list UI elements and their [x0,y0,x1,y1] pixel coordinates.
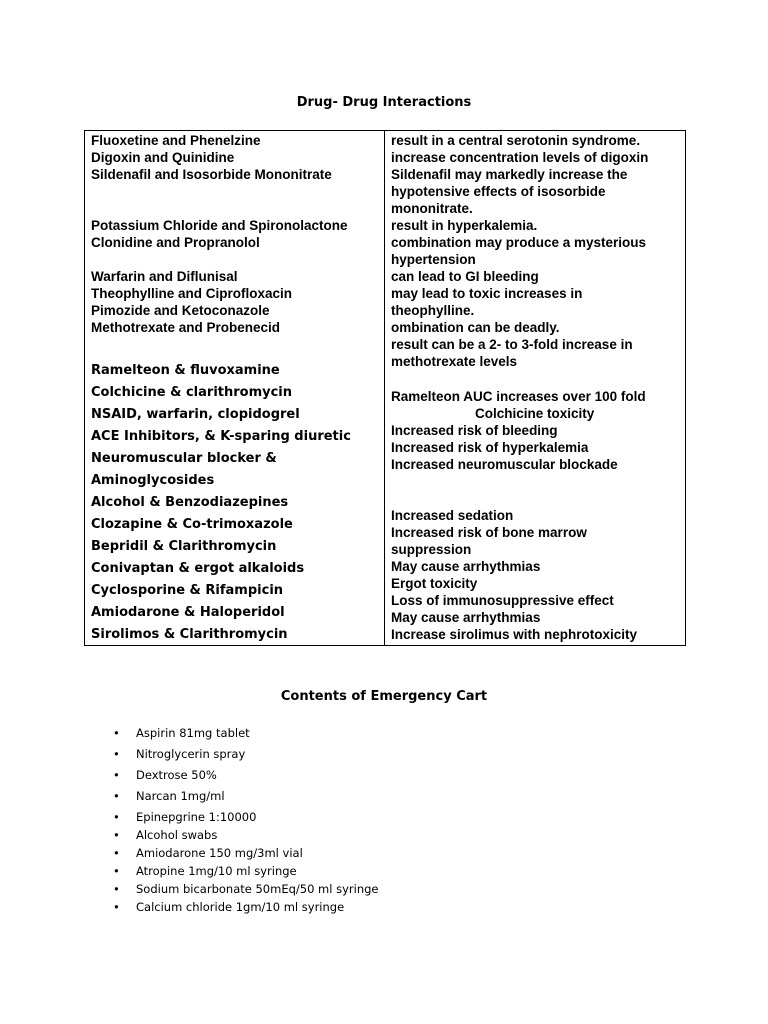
effect: result in a central serotonin syndrome. [391,133,641,148]
drug-pair: Potassium Chloride and Spironolactone [91,218,348,233]
drug-pair: Methotrexate and Probenecid [91,320,281,335]
list-item: • Amiodarone 150 mg/3ml vial [113,844,378,862]
effect: May cause arrhythmias [391,610,541,625]
list-item: • Atropine 1mg/10 ml syringe [113,862,378,880]
effect: result in hyperkalemia. [391,218,538,233]
drug-pair: Clozapine & Co-trimoxazole [91,517,293,532]
effect: may lead to toxic increases in [391,286,583,301]
effect: Ergot toxicity [391,576,478,591]
effect: mononitrate. [391,201,473,216]
drug-pair: Pimozide and Ketoconazole [91,303,270,318]
drug-pair: Sildenafil and Isosorbide Mononitrate [91,167,332,182]
drug-pair: Aminoglycosides [91,473,215,488]
right-group-2 [391,388,646,473]
effect: May cause arrhythmias [391,559,541,574]
interactions-title: Drug- Drug Interactions [296,95,472,110]
list-item: • Alcohol swabs [113,826,378,844]
drug-pair: ACE Inhibitors, & K-sparing diuretic [91,429,351,444]
effect: increase concentration levels of digoxin [391,150,649,165]
effect: hypertension [391,252,476,267]
drug-pair: NSAID, warfarin, clopidogrel [91,407,300,422]
effect: Increased sedation [391,508,514,523]
effect: Sildenafil may markedly increase the [391,167,628,182]
left-group-4 [91,360,351,646]
drug-pair: Clonidine and Propranolol [91,235,260,250]
effect: suppression [391,542,472,557]
interactions-table [84,130,686,646]
list-item: • Nitroglycerin spray [113,745,378,763]
effect: Increased risk of bleeding [391,423,558,438]
effect: Increase sirolimus with nephrotoxicity [391,627,638,642]
effect: Loss of immunosuppressive effect [391,593,614,608]
cart-list [113,724,378,916]
effect: Ramelteon AUC increases over 100 fold [391,389,646,404]
left-group-1 [91,132,332,183]
effect: combination may produce a mysterious [391,235,647,250]
drug-pair: Digoxin and Quinidine [91,150,235,165]
list-item: • Epinepgrine 1:10000 [113,808,378,826]
effect: can lead to GI bleeding [391,269,539,284]
drug-pair: Warfarin and Diflunisal [91,269,238,284]
drug-pair: Neuromuscular blocker & [91,451,277,466]
drug-pair: Conivaptan & ergot alkaloids [91,561,305,576]
right-group-3 [391,507,637,643]
effect: result can be a 2- to 3-fold increase in [391,337,633,352]
effect: hypotensive effects of isosorbide [391,184,606,199]
left-group-3 [91,268,292,336]
right-group-1 [391,132,648,370]
cart-title: Contents of Emergency Cart [280,689,488,704]
drug-pair: Bepridil & Clarithromycin [91,539,277,554]
effect: methotrexate levels [391,354,518,369]
effect: theophylline. [391,303,475,318]
drug-pair: Sirolimos & Clarithromycin [91,627,288,642]
list-item: • Calcium chloride 1gm/10 ml syringe [113,898,378,916]
drug-pair: Colchicine & clarithromycin [91,385,293,400]
list-item: • Sodium bicarbonate 50mEq/50 ml syringe [113,880,378,898]
effect: Increased risk of hyperkalemia [391,440,589,455]
effect: Increased risk of bone marrow [391,525,587,540]
effect: Colchicine toxicity [475,406,595,421]
drug-pair: Cyclosporine & Rifampicin [91,583,284,598]
drug-pair: Fluoxetine and Phenelzine [91,133,261,148]
left-group-2 [91,217,348,251]
drug-pair: Alcohol & Benzodiazepines [91,495,289,510]
list-item: • Dextrose 50% [113,766,378,784]
list-item: • Narcan 1mg/ml [113,787,378,805]
drug-pair: Ramelteon & fluvoxamine [91,363,280,378]
drug-pair: Amiodarone & Haloperidol [91,605,285,620]
list-item: • Aspirin 81mg tablet [113,724,378,742]
column-divider [384,131,385,645]
effect: ombination can be deadly. [391,320,560,335]
effect: Increased neuromuscular blockade [391,457,618,472]
drug-pair: Theophylline and Ciprofloxacin [91,286,293,301]
